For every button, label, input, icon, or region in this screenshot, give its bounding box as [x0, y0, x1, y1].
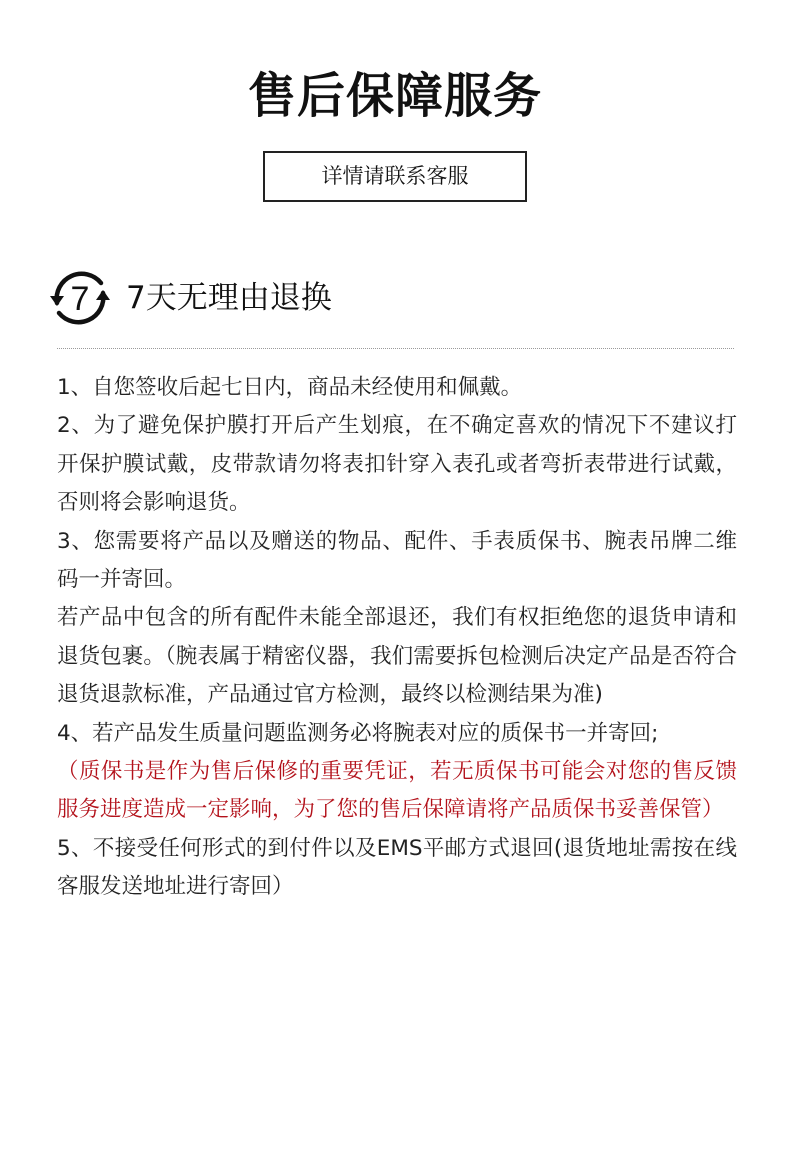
seven-day-return-icon	[48, 266, 112, 330]
policy-item-4: 4、若产品发生质量问题监测务必将腕表对应的质保书一并寄回;	[57, 720, 659, 746]
section-header	[48, 266, 332, 330]
section-title: 7天无理由退换	[126, 280, 332, 316]
dotted-divider	[57, 348, 734, 349]
policy-item-5: 5、不接受任何形式的到付件以及EMS平邮方式退回(退货地址需按在线客服发送地址进行寄回）	[57, 835, 737, 900]
policy-item-3: 3、您需要将产品以及赠送的物品、配件、手表质保书、腕表吊牌二维码一并寄回。	[57, 528, 737, 593]
seven-digit: 7	[70, 280, 90, 318]
warranty-warning: （质保书是作为售后保修的重要凭证，若无质保书可能会对您的售反馈服务进度造成一定影响，为了您的售后保障请将产品质保书妥善保管）	[57, 759, 737, 823]
policy-content	[57, 369, 737, 907]
page-title: 售后保障服务	[247, 68, 542, 124]
policy-item-3-note: 若产品中包含的所有配件未能全部退还，我们有权拒绝您的退货申请和退货包裹。（腕表属于精密仪器，我们需要拆包检测后决定产品是否符合退货退款标准，产品通过官方检测，最终以检测结果为准)	[57, 605, 737, 708]
contact-service-button[interactable]: 详情请联系客服	[263, 151, 527, 202]
policy-item-2: 2、为了避免保护膜打开后产生划痕，在不确定喜欢的情况下不建议打开保护膜试戴，皮带款请勿将表扣针穿入表孔或者弯折表带进行试戴，否则将会影响退货。	[57, 413, 737, 516]
policy-item-1: 1、自您签收后起七日内，商品未经使用和佩戴。	[57, 375, 523, 400]
